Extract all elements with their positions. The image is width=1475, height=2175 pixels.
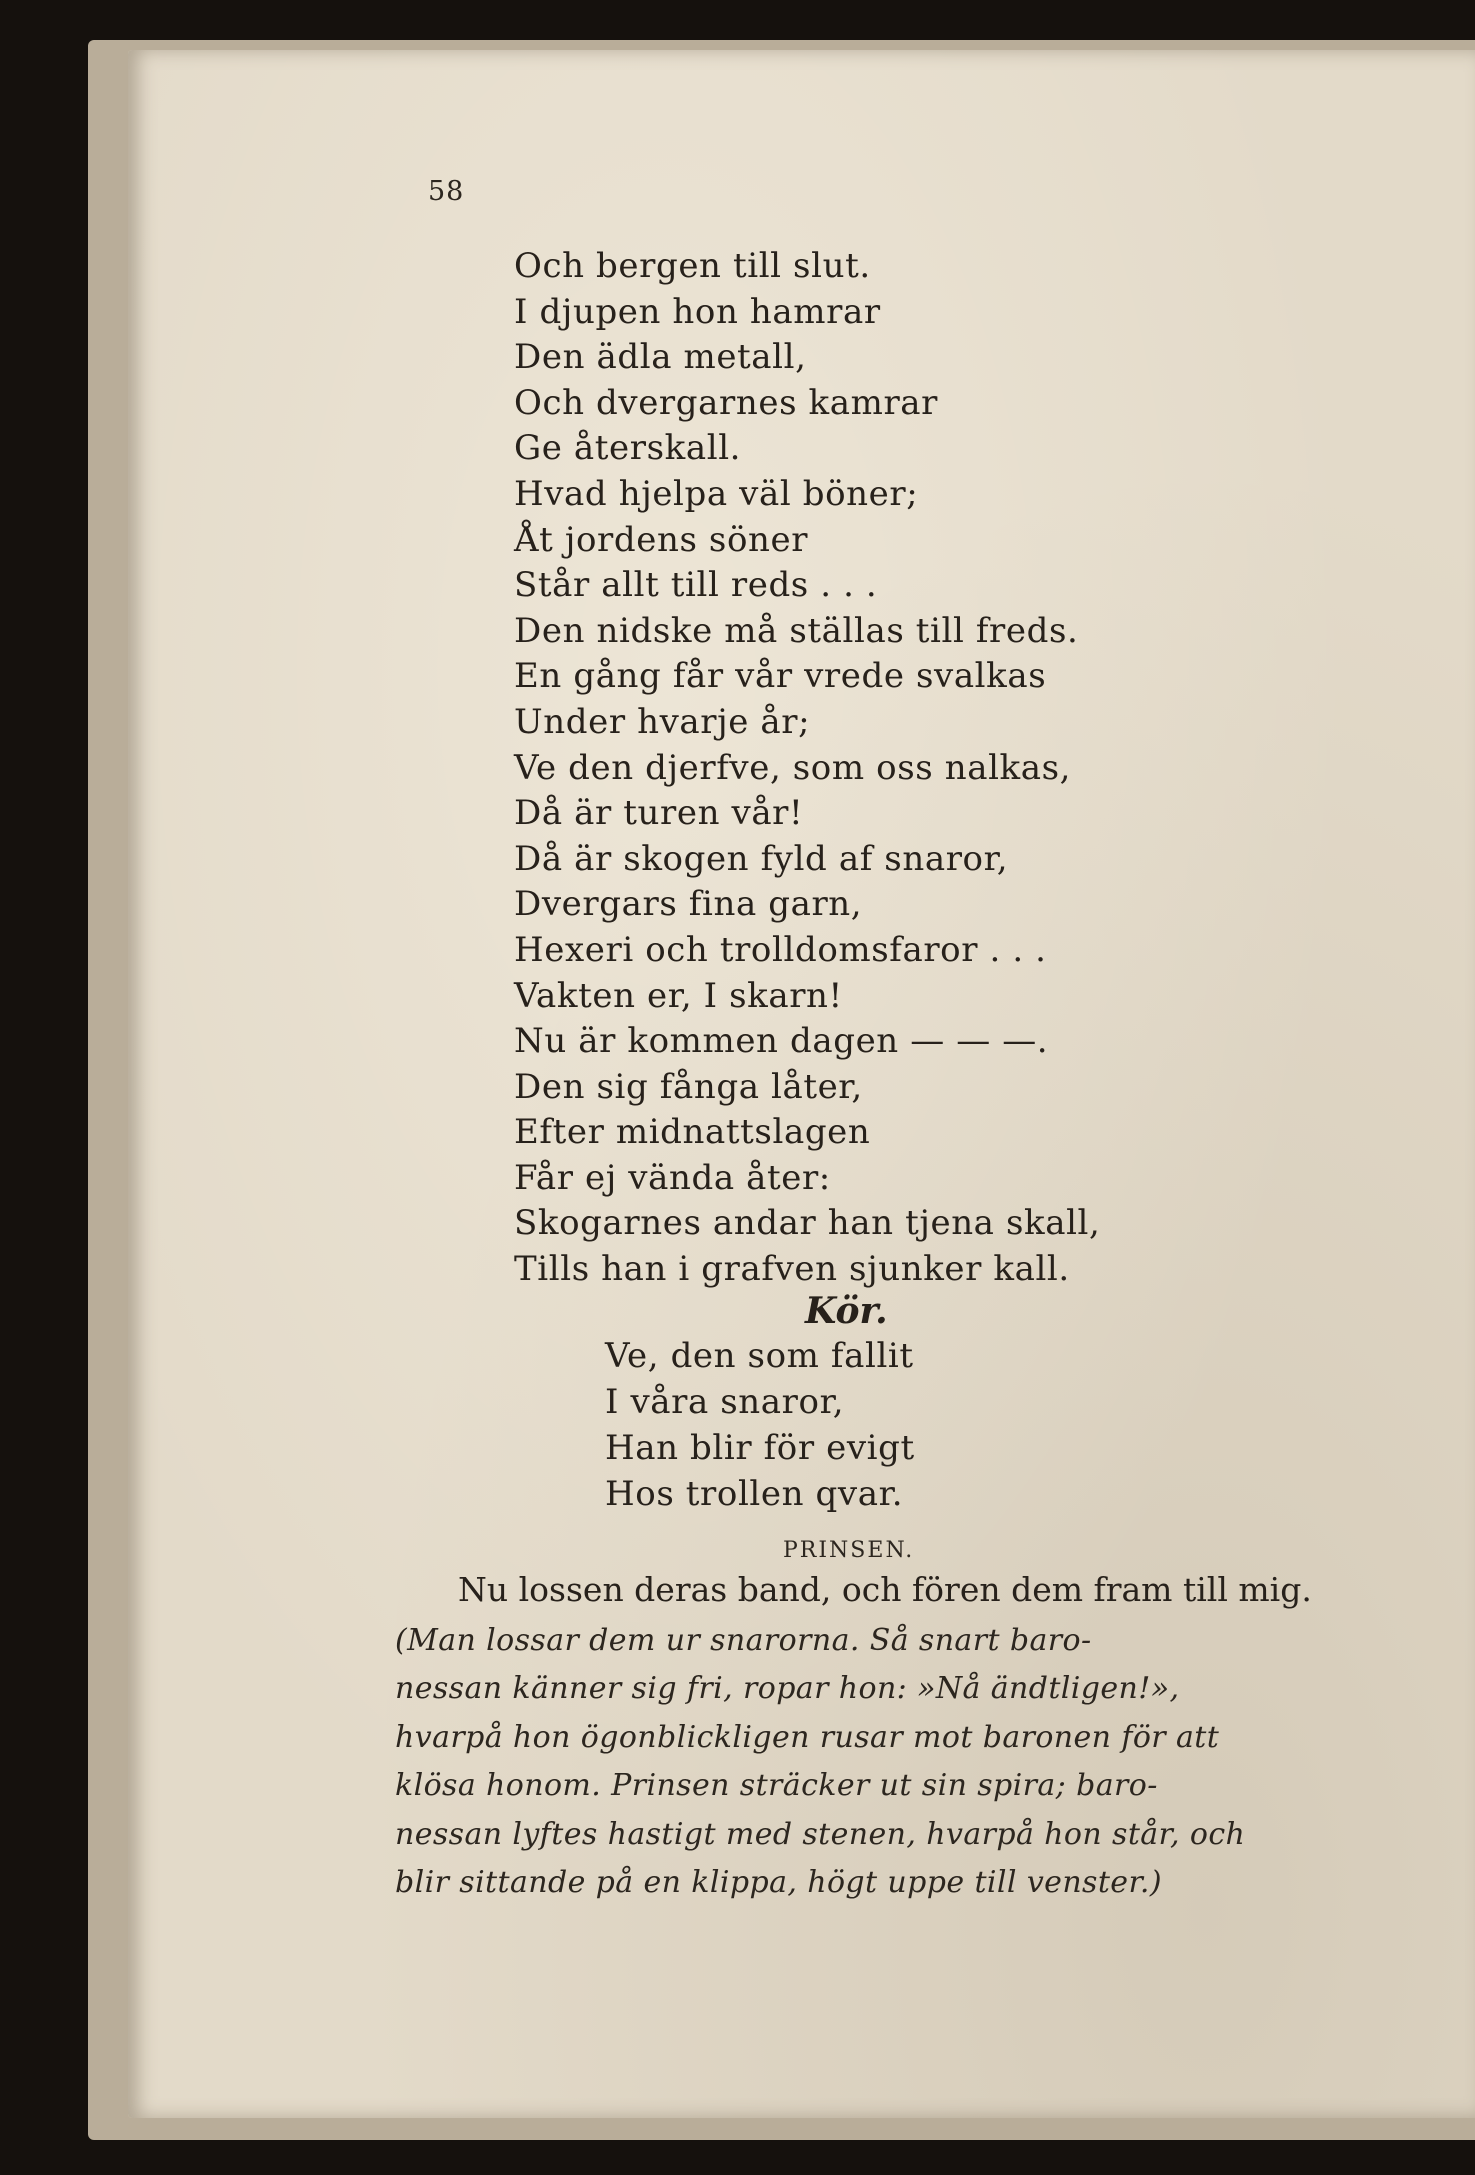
- chorus-line: I våra snaror,: [605, 1382, 845, 1422]
- verse-line: Vakten er, I skarn!: [514, 975, 843, 1016]
- verse-line: Får ej vända åter:: [514, 1157, 831, 1198]
- verse-line: Hvad hjelpa väl böner;: [514, 473, 919, 514]
- page-number: 58: [428, 176, 465, 207]
- verse-line: Står allt till reds . . .: [514, 565, 878, 606]
- verse-line: Då är skogen fyld af snaror,: [514, 838, 1009, 879]
- verse-line: Den ädla metall,: [514, 337, 807, 378]
- stage-direction-line: klösa honom. Prinsen sträcker ut sin spira; baro-: [395, 1768, 1158, 1804]
- chorus-line: Han blir för evigt: [605, 1428, 915, 1468]
- chorus-line: Ve, den som fallit: [605, 1336, 914, 1376]
- verse-block: [514, 244, 1234, 1293]
- verse-line: Under hvarje år;: [514, 701, 811, 742]
- stage-direction: [395, 1617, 1335, 1907]
- verse-line: Ve den djerfve, som oss nalkas,: [514, 747, 1072, 788]
- verse-line: En gång får vår vrede svalkas: [514, 656, 1047, 697]
- speech-line: Nu lossen deras band, och fören dem fram till mig.: [458, 1570, 1312, 1609]
- verse-line: Då är turen vår!: [514, 793, 804, 834]
- stage-direction-line: hvarpå hon ögonblickligen rusar mot baronen för att: [395, 1719, 1220, 1755]
- verse-line: Hexeri och trolldomsfaror . . .: [514, 929, 1047, 970]
- stage-direction-line: blir sittande på en klippa, högt uppe till venster.): [395, 1864, 1162, 1900]
- stage-direction-line: (Man lossar dem ur snarorna. Så snart baro-: [395, 1623, 1092, 1658]
- verse-line: Åt jordens söner: [514, 519, 809, 560]
- verse-line: Ge återskall.: [514, 428, 742, 469]
- verse-line: Skogarnes andar han tjena skall,: [514, 1203, 1101, 1244]
- verse-line: Den nidske må ställas till freds.: [514, 610, 1079, 651]
- verse-line: Nu är kommen dagen — — —.: [514, 1021, 1049, 1062]
- stage-direction-line: nessan lyftes hastigt med stenen, hvarpå hon står, och: [395, 1816, 1246, 1852]
- speaker-name: PRINSEN.: [783, 1538, 915, 1563]
- verse-line: Tills han i grafven sjunker kall.: [514, 1249, 1070, 1290]
- stage-direction-line: nessan känner sig fri, ropar hon: »Nå ändtligen!»,: [395, 1671, 1180, 1707]
- chorus-block: [605, 1333, 1025, 1517]
- verse-line: Och bergen till slut.: [514, 246, 871, 286]
- verse-line: Och dvergarnes kamrar: [514, 382, 939, 423]
- verse-line: Dvergars fina garn,: [514, 884, 863, 925]
- chorus-line: Hos trollen qvar.: [605, 1474, 904, 1514]
- chorus-heading: Kör.: [805, 1290, 888, 1332]
- verse-line: Efter midnattslagen: [514, 1112, 871, 1153]
- verse-line: I djupen hon hamrar: [514, 291, 881, 332]
- verse-line: Den sig fånga låter,: [514, 1066, 863, 1107]
